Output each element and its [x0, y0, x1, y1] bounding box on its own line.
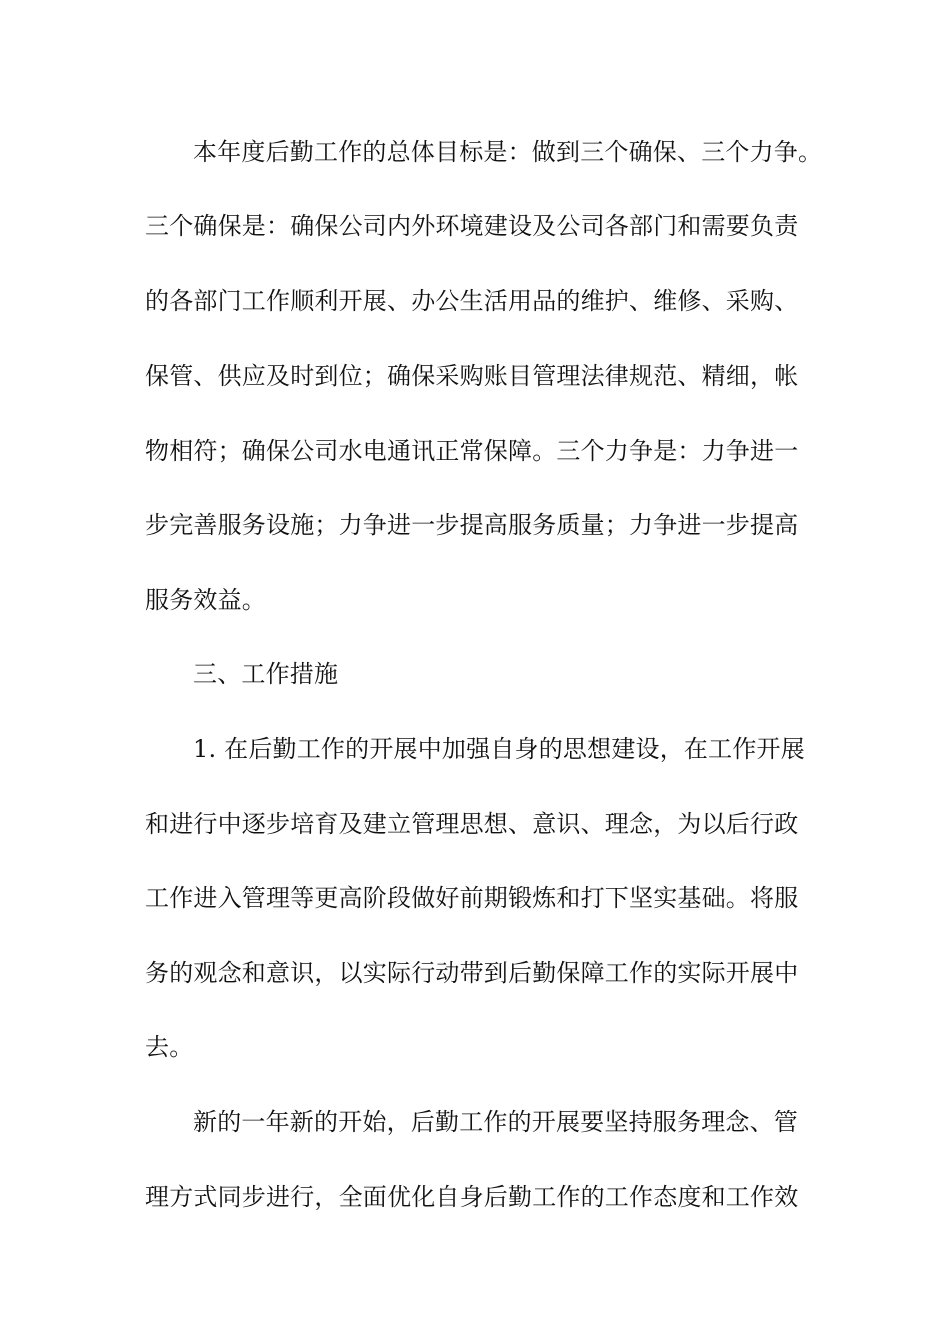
paragraph-3-line-1: 新的一年新的开始，后勤工作的开展要坚持服务理念、管 [193, 1108, 798, 1136]
section-heading: 三、工作措施 [193, 660, 339, 688]
paragraph-1-line-4: 保管、供应及时到位；确保采购账目管理法律规范、精细，帐 [145, 362, 799, 390]
paragraph-1-line-1: 本年度后勤工作的总体目标是：做到三个确保、三个力争。 [193, 138, 823, 166]
paragraph-2-line-4: 务的观念和意识，以实际行动带到后勤保障工作的实际开展中 [145, 959, 799, 987]
paragraph-1-line-2: 三个确保是：确保公司内外环境建设及公司各部门和需要负责 [145, 212, 799, 240]
paragraph-3-line-2: 理方式同步进行，全面优化自身后勤工作的工作态度和工作效 [145, 1183, 799, 1211]
paragraph-1-line-7: 服务效益。 [145, 586, 266, 614]
paragraph-2-line-3: 工作进入管理等更高阶段做好前期锻炼和打下坚实基础。将服 [145, 884, 799, 912]
paragraph-1-line-5: 物相符；确保公司水电通讯正常保障。三个力争是：力争进一 [145, 437, 799, 465]
paragraph-2-line-1: 1. 在后勤工作的开展中加强自身的思想建设，在工作开展 [193, 735, 805, 763]
paragraph-2-line-5: 去。 [145, 1033, 194, 1061]
paragraph-1-line-6: 步完善服务设施；力争进一步提高服务质量；力争进一步提高 [145, 511, 799, 539]
paragraph-1-line-3: 的各部门工作顺利开展、办公生活用品的维护、维修、采购、 [145, 287, 799, 315]
paragraph-2-line-2: 和进行中逐步培育及建立管理思想、意识、理念，为以后行政 [145, 810, 799, 838]
